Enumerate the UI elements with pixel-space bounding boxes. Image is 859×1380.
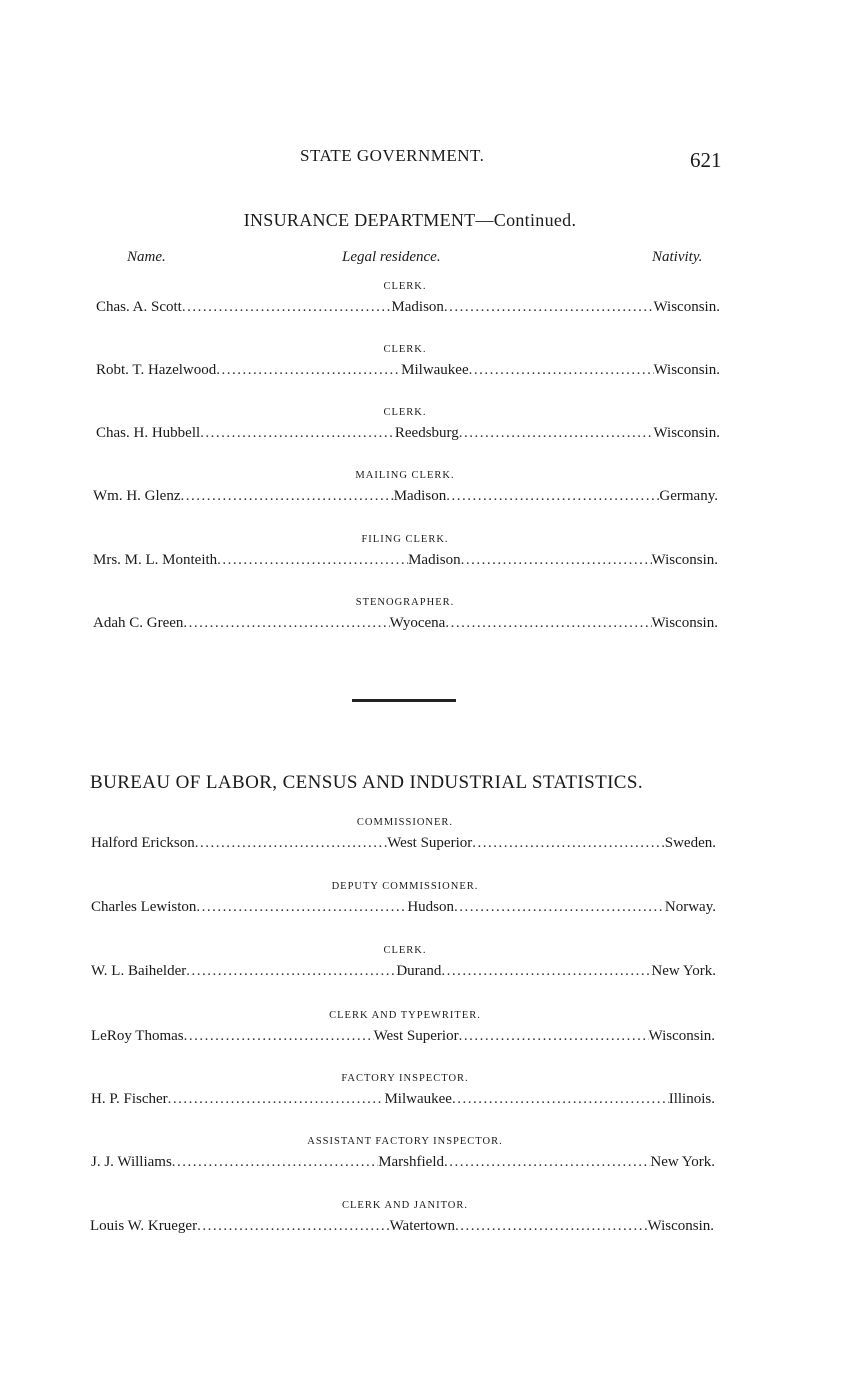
entry-nativity: Wisconsin. [651,615,718,631]
dot-leader [444,1154,650,1171]
entry-name: Mrs. M. L. Monteith [93,552,218,568]
insurance-entry [0,344,859,394]
dot-leader [216,362,401,379]
dot-leader [455,1218,648,1235]
entry-nativity: Wisconsin. [648,1028,715,1044]
dot-leader [472,835,665,852]
dot-leader [186,963,396,980]
labor-entry [0,1073,859,1123]
entry-residence: Hudson [407,899,454,915]
entry-name: Chas. H. Hubbell [96,425,201,441]
dot-leader [441,963,651,980]
entry-residence: Durand [396,963,442,979]
entry-name: LeRoy Thomas [91,1028,184,1044]
entry-name: Wm. H. Glenz [93,488,181,504]
entry-nativity: Wisconsin. [647,1218,714,1234]
dot-leader [180,488,393,505]
section-divider [352,699,456,702]
insurance-section-title: INSURANCE DEPARTMENT—Continued. [243,210,577,230]
entry-role: CLERK. [383,281,427,292]
entry-role: CLERK. [383,945,427,956]
entry-line [91,1091,715,1108]
entry-name: Robt. T. Hazelwood [96,362,217,378]
entry-line [91,835,716,852]
dot-leader [461,552,652,569]
dot-leader [172,1154,378,1171]
dot-leader [444,299,654,316]
entry-role: COMMISSIONER. [356,817,454,828]
column-header-residence: Legal residence. [342,249,441,265]
dot-leader [459,1028,649,1045]
dot-leader [195,835,388,852]
dot-leader [168,1091,385,1108]
entry-line [91,899,716,916]
entry-nativity: Norway. [664,899,716,915]
column-header-name: Name. [127,249,166,265]
entry-role: MAILING CLERK. [355,470,455,481]
entry-name: Charles Lewiston [91,899,197,915]
dot-leader [446,488,659,505]
entry-line [93,552,718,569]
entry-residence: Wyocena [389,615,446,631]
dot-leader [217,552,408,569]
entry-residence: Madison [393,488,447,504]
dot-leader [445,615,651,632]
dot-leader [452,1091,669,1108]
entry-residence: Reedsburg [394,425,459,441]
dot-leader [183,615,389,632]
entry-nativity: Sweden. [664,835,716,851]
entry-line [93,615,718,632]
entry-role: CLERK AND TYPEWRITER. [329,1010,481,1021]
entry-line [93,488,718,505]
labor-entry [0,1200,859,1250]
entry-nativity: Wisconsin. [651,552,718,568]
column-header-nativity: Nativity. [652,249,703,265]
entry-line [91,1028,715,1045]
entry-nativity: Wisconsin. [653,299,720,315]
labor-section-title: BUREAU OF LABOR, CENSUS AND INDUSTRIAL STATISTICS. [90,772,643,793]
dot-leader [459,425,654,442]
labor-entry [0,881,859,931]
insurance-entry [0,597,859,647]
entry-residence: Marshfield [378,1154,445,1170]
page-number: 621 [690,148,722,172]
entry-nativity: Germany. [659,488,718,504]
entry-role: CLERK. [383,407,427,418]
insurance-entry [0,470,859,520]
entry-residence: West Superior [373,1028,459,1044]
entry-line [91,1154,715,1171]
entry-role: CLERK AND JANITOR. [341,1200,469,1211]
dot-leader [196,899,407,916]
running-head: STATE GOVERNMENT. [300,146,485,165]
entry-role: DEPUTY COMMISSIONER. [331,881,479,892]
entry-nativity: New York. [650,1154,715,1170]
entry-nativity: Wisconsin. [653,362,720,378]
entry-line [96,425,720,442]
entry-name: Louis W. Krueger [90,1218,198,1234]
entry-name: J. J. Williams [91,1154,172,1170]
entry-residence: Madison [408,552,461,568]
dot-leader [197,1218,390,1235]
entry-role: ASSISTANT FACTORY INSPECTOR. [307,1136,503,1147]
labor-entry [0,817,859,867]
entry-line [96,299,720,316]
entry-nativity: Wisconsin. [653,425,720,441]
entry-nativity: New York. [651,963,716,979]
entry-residence: Milwaukee [384,1091,452,1107]
entry-role: FILING CLERK. [361,534,449,545]
entry-residence: Madison [391,299,444,315]
dot-leader [469,362,654,379]
entry-name: Chas. A. Scott [96,299,182,315]
entry-residence: West Superior [387,835,473,851]
entry-nativity: Illinois. [668,1091,715,1107]
labor-entry [0,1136,859,1186]
dot-leader [454,899,665,916]
entry-residence: Milwaukee [401,362,469,378]
labor-entry [0,1010,859,1060]
insurance-entry [0,281,859,331]
entry-line [96,362,720,379]
entry-name: Halford Erickson [91,835,195,851]
entry-role: STENOGRAPHER. [355,597,455,608]
entry-name: H. P. Fischer [91,1091,168,1107]
dot-leader [184,1028,374,1045]
entry-role: CLERK. [383,344,427,355]
labor-entry [0,945,859,995]
entry-residence: Watertown [389,1218,456,1234]
entry-role: FACTORY INSPECTOR. [341,1073,469,1084]
insurance-entry [0,534,859,584]
dot-leader [182,299,392,316]
entry-line [90,1218,714,1235]
insurance-entry [0,407,859,457]
entry-line [91,963,716,980]
entry-name: W. L. Baihelder [91,963,187,979]
entry-name: Adah C. Green [93,615,184,631]
dot-leader [200,425,395,442]
